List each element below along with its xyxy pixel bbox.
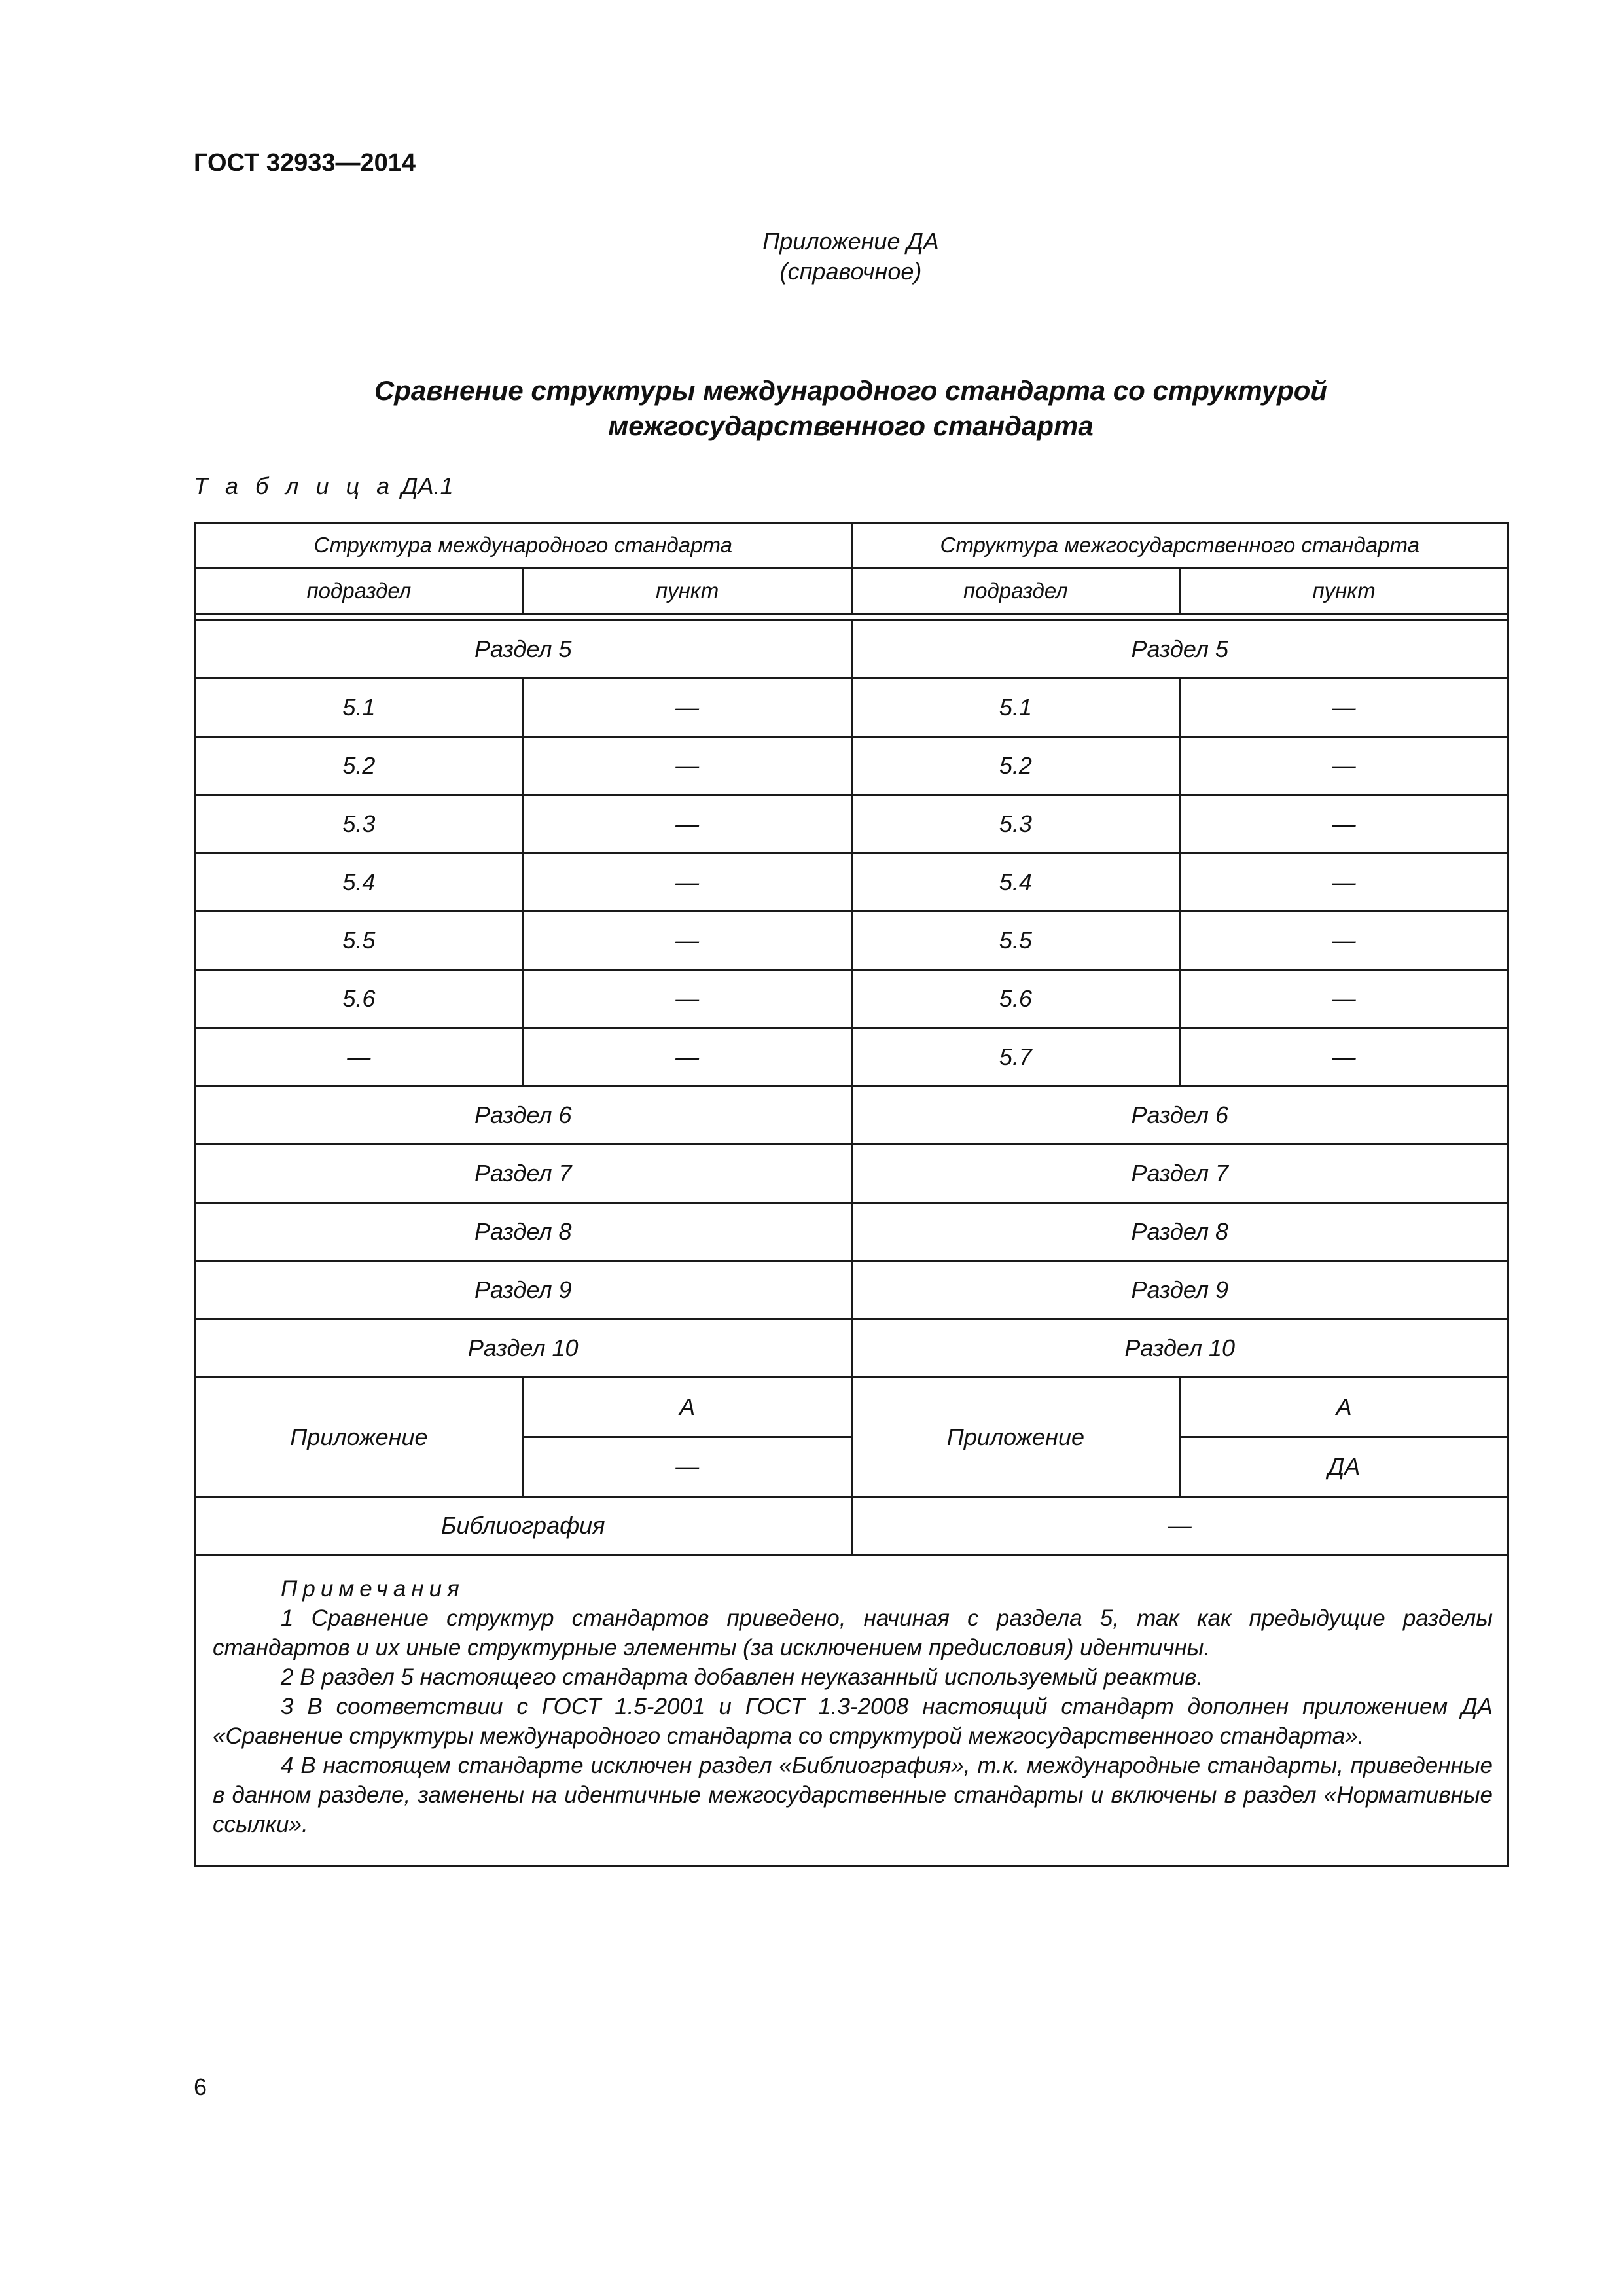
- table-cell: —: [1180, 912, 1508, 970]
- appendix-row: [195, 1378, 1508, 1437]
- table-label: [194, 473, 454, 500]
- table-label-number: ДА.1: [401, 473, 454, 499]
- header-separator: [195, 615, 1508, 620]
- section-cell-right: Раздел 5: [851, 620, 1508, 679]
- table-cell: —: [523, 853, 851, 912]
- table-cell: —: [195, 1028, 524, 1086]
- section-cell-left: Раздел 7: [195, 1145, 852, 1203]
- table-cell: —: [523, 737, 851, 795]
- table-cell: —: [1180, 970, 1508, 1028]
- bibliography-right: —: [851, 1497, 1508, 1555]
- appendix-item-left: А: [523, 1378, 851, 1437]
- note-item: 1 Сравнение структур стандартов приведено, начиная с раздела 5, так как предыдущие разделы стандартов и их иные структурные элементы (за исключением предисловия) идентичны.: [213, 1605, 1493, 1660]
- table-cell: —: [523, 912, 851, 970]
- appendix-item-left: —: [523, 1437, 851, 1497]
- page-number: 6: [194, 2073, 207, 2100]
- table-cell: 5.3: [851, 795, 1180, 853]
- note-item: 3 В соответствии с ГОСТ 1.5-2001 и ГОСТ 1.3-2008 настоящий стандарт дополнен приложением ДА «Сравнение структуры международного стандарта со структурой межгосударственного стандарта».: [213, 1694, 1493, 1749]
- table-cell: —: [523, 1028, 851, 1086]
- subheader-cell: подраздел: [195, 568, 524, 615]
- table-cell: —: [523, 970, 851, 1028]
- subheader-cell: подраздел: [851, 568, 1180, 615]
- table-cell: —: [523, 795, 851, 853]
- section-row: [195, 1145, 1508, 1203]
- section-cell-left: Раздел 10: [195, 1319, 852, 1378]
- table-cell: 5.1: [851, 679, 1180, 737]
- comparison-table: [194, 522, 1509, 1867]
- table-cell: 5.1: [195, 679, 524, 737]
- note-item: 4 В настоящем стандарте исключен раздел «Библиография», т.к. международные стандарты, приведенные в данном разделе, заменены на идентичные межгосударственные стандарты и включены в раздел «Нормативные ссылки».: [213, 1753, 1493, 1837]
- bibliography-left: Библиография: [195, 1497, 852, 1555]
- table-cell: 5.3: [195, 795, 524, 853]
- section-cell-left: Раздел 8: [195, 1203, 852, 1261]
- table-cell: —: [1180, 853, 1508, 912]
- table-cell: 5.2: [851, 737, 1180, 795]
- notes-cell: [195, 1555, 1508, 1866]
- table-cell: 5.2: [195, 737, 524, 795]
- table-header-row: [195, 523, 1508, 568]
- appendix-subtitle: (справочное): [779, 258, 922, 285]
- table-cell: 5.5: [851, 912, 1180, 970]
- section-row: [195, 1261, 1508, 1319]
- table-label-prefix: Т а б л и ц а: [194, 473, 395, 499]
- table-row: [195, 795, 1508, 853]
- title-line-1: Сравнение структуры международного стандарта со структурой: [374, 375, 1328, 406]
- section-cell-right: Раздел 9: [851, 1261, 1508, 1319]
- header-intl-structure: Структура международного стандарта: [195, 523, 852, 568]
- table-cell: 5.6: [195, 970, 524, 1028]
- appendix-item-right: А: [1180, 1378, 1508, 1437]
- table-row: [195, 912, 1508, 970]
- table-cell: —: [1180, 737, 1508, 795]
- subheader-cell: пункт: [1180, 568, 1508, 615]
- section-cell-left: Раздел 5: [195, 620, 852, 679]
- table-cell: —: [1180, 795, 1508, 853]
- appendix-title: Приложение ДА: [762, 228, 939, 255]
- separator-cell: [195, 615, 1508, 620]
- appendix-label-right: Приложение: [851, 1378, 1180, 1497]
- table-row: [195, 1028, 1508, 1086]
- notes-row: [195, 1555, 1508, 1866]
- section-row: [195, 620, 1508, 679]
- bibliography-row: [195, 1497, 1508, 1555]
- header-interstate-structure: Структура межгосударственного стандарта: [851, 523, 1508, 568]
- table-cell: 5.4: [851, 853, 1180, 912]
- appendix-item-right: ДА: [1180, 1437, 1508, 1497]
- section-cell-left: Раздел 6: [195, 1086, 852, 1145]
- document-code: ГОСТ 32933—2014: [194, 149, 416, 177]
- note-item: 2 В раздел 5 настоящего стандарта добавлен неуказанный используемый реактив.: [281, 1664, 1204, 1690]
- section-cell-right: Раздел 7: [851, 1145, 1508, 1203]
- table-row: [195, 970, 1508, 1028]
- table-cell: 5.6: [851, 970, 1180, 1028]
- appendix-label-left: Приложение: [195, 1378, 524, 1497]
- table-row: [195, 679, 1508, 737]
- section-cell-left: Раздел 9: [195, 1261, 852, 1319]
- section-row: [195, 1086, 1508, 1145]
- title-line-2: межгосударственного стандарта: [608, 410, 1094, 441]
- table-cell: —: [523, 679, 851, 737]
- section-row: [195, 1319, 1508, 1378]
- table-cell: —: [1180, 679, 1508, 737]
- table-cell: 5.7: [851, 1028, 1180, 1086]
- table-cell: —: [1180, 1028, 1508, 1086]
- table-cell: 5.5: [195, 912, 524, 970]
- table-row: [195, 853, 1508, 912]
- section-row: [195, 1203, 1508, 1261]
- section-cell-right: Раздел 10: [851, 1319, 1508, 1378]
- table-cell: 5.4: [195, 853, 524, 912]
- section-cell-right: Раздел 8: [851, 1203, 1508, 1261]
- table-subheader-row: [195, 568, 1508, 615]
- notes-heading: Примечания: [281, 1576, 465, 1602]
- page-title: [0, 373, 1623, 444]
- table-row: [195, 737, 1508, 795]
- section-cell-right: Раздел 6: [851, 1086, 1508, 1145]
- subheader-cell: пункт: [523, 568, 851, 615]
